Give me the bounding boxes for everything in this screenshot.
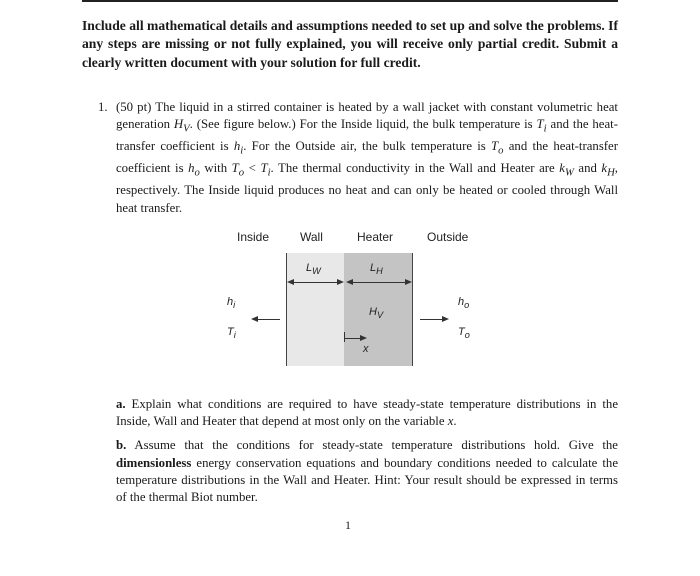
wall-label: Wall [300,230,323,244]
problem-parts [116,396,618,513]
wall-dim-arrow-left [287,279,294,285]
heater-dim-arrow-left [346,279,353,285]
origin-tick [344,332,345,342]
inside-h-label: $h_i$ [227,296,236,311]
heater-label: Heater [357,230,394,244]
problem-statement: (50 pt) The liquid in a stirred container is heated by a wall jacket with constant volumetric heat generation $H_V$. (See figure below.) For the Inside liquid, the bulk temperature is $T_i$ and the heat-transfer coefficient is $h_i$. For the Outside air, the bulk temperature is $T_o$ and the heat-transfer coefficient is $h_o$ with $T_o < T_i$. The thermal conductivity in the Wall and Heater are $k_W$ and $k_H$, respectively. The Inside liquid produces no heat and can only be heated or cooled through Wall heat transfer. [116,100,618,215]
outside-t-label: $T_o$ [458,326,470,341]
outside-heat-arrowhead [442,316,449,322]
problem-number: 1. [98,100,108,114]
wall-dimension-line [292,282,338,283]
inside-heat-arrow-line [258,319,280,320]
page-number: 1 [345,518,351,532]
heat-generation-label: $H_V$ [369,306,384,321]
outside-label: Outside [427,230,469,244]
x-axis-arrowhead [360,335,367,341]
part-b: b. Assume that the conditions for steady-state temperature distributions hold. Give the dimensionless energy conservation equations and boundary conditions needed to calculate the temperature distributions in the Wall and Heater. Hint: Your result should be expressed in terms of the thermal Biot number. [116,438,618,505]
outside-heat-arrow-line [420,319,442,320]
heater-dimension-line [351,282,405,283]
x-axis-label: x [363,343,369,355]
problem-1 [98,99,618,217]
outside-h-label: $h_o$ [458,296,470,311]
wall-heater-figure [220,222,480,367]
wall-dim-arrow-right [337,279,344,285]
heater-thickness-label: $L_H$ [370,262,383,277]
part-a: a. Explain what conditions are required to have steady-state temperature distributions in the Inside, Wall and Heater that depend at most only on the variable x. [116,397,618,429]
wall-thickness-label: $L_W$ [306,262,321,277]
inside-heat-arrowhead [251,316,258,322]
instructions-paragraph: Include all mathematical details and assumptions needed to set up and solve the problems. If any steps are missing or not fully explained, you will receive only partial credit. Submit a clearly written document with your solution for full credit. [82,18,618,70]
inside-t-label: $T_i$ [227,326,236,341]
inside-label: Inside [237,230,270,244]
top-rule [82,0,618,2]
x-axis-line [344,338,360,339]
heater-dim-arrow-right [405,279,412,285]
